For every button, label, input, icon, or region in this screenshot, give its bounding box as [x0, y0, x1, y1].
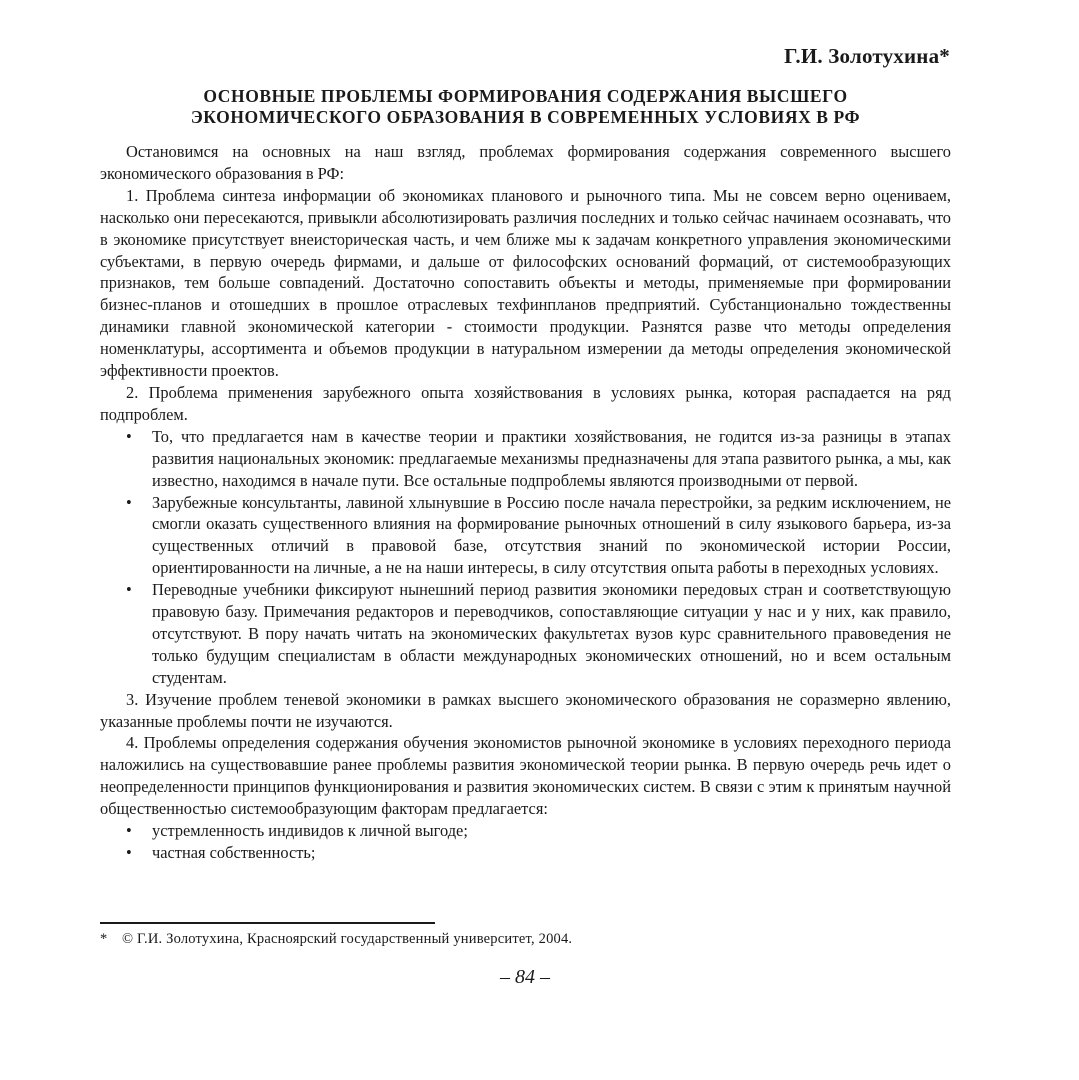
list-item [100, 492, 951, 580]
list-item-text: Переводные учебники фиксируют нынешний период развития экономики передовых стран и соответствующую правовую базу. Примечания редакторов и переводчиков, сопоставляющие ситуации у нас и у них, как правило, отсутствуют. В пору начать читать на экономических факультетах вузов курс сравнительного правоведения не только будущим специалистам в области международных экономических отношений, но и всем остальным студентам. [152, 580, 951, 687]
paragraph-2: 2. Проблема применения зарубежного опыта хозяйствования в условиях рынка, которая распадается на ряд подпроблем. [100, 382, 951, 424]
bullet-icon: • [126, 426, 132, 446]
list-item-text: То, что предлагается нам в качестве теории и практики хозяйствования, не годится из-за разницы в этапах развития национальных экономик: предлагаемые механизмы предназначены для этапа развитого рынка, а мы, как известно, находимся в начале пути. Все остальные подпроблемы являются производными от первой. [152, 426, 951, 490]
list-item [100, 426, 951, 492]
footnote-mark: * [100, 931, 108, 947]
page-number: – 84 – [500, 966, 550, 988]
subproblem-list [100, 426, 951, 689]
list-item [100, 842, 951, 864]
paragraph-1: 1. Проблема синтеза информации об экономиках планового и рыночного типа. Мы не совсем верно оцениваем, насколько они пересекаются, привыкли абсолютизировать различия последних и только сейчас начинаем осознавать, что в экономике присутствует внеисторическая часть, и чем ближе мы к задачам конкретного управления экономическими субъектами, в первую очередь фирмами, и дальше от философских оснований формаций, от системообразующих признаков, тем больше совпадений. Достаточно сопоставить объекты и методы, применяемые при формировании бизнес-планов и отошедших в прошлое отраслевых техфинпланов предприятий. Субстанционально тождественны динамики главной экономической категории - стоимости продукции. Разнятся разве что методы определения номенклатуры, ассортимента и объемов продукции в натуральном измерении да методы определения экономической эффективности проектов. [100, 185, 951, 381]
factor-list [100, 820, 951, 864]
paragraph-4: 4. Проблемы определения содержания обучения экономистов рыночной экономике в условиях переходного периода наложились на существовавшие ранее проблемы развития экономической теории рынка. В первую очередь речь идет о неопределенности принципов функционирования и развития экономических систем. В связи с этим к принятым научной общественностью системообразующим факторам предлагается: [100, 733, 951, 819]
bullet-icon: • [126, 843, 132, 862]
bullet-icon: • [126, 821, 132, 841]
footnote-text: © Г.И. Золотухина, Красноярский государственный университет, 2004. [122, 931, 573, 947]
bullet-icon: • [126, 492, 132, 512]
title-line-1: ОСНОВНЫЕ ПРОБЛЕМЫ ФОРМИРОВАНИЯ СОДЕРЖАНИЯ ВЫСШЕГО [203, 86, 848, 106]
list-item-text: Зарубежные консультанты, лавиной хлынувшие в Россию после начала перестройки, за редким исключением, не смогли оказать существенного влияния на формирование рыночных отношений в силу языкового барьера, из-за существенных отличий в правовой базе, отсутствия знаний по экономической истории России, ориентированности на личные, а не на наши интересы, в силу отсутствия опыта работы в переходных условиях. [152, 492, 951, 578]
author-name: Г.И. Золотухина* [784, 44, 950, 68]
list-item [100, 820, 951, 842]
title-line-2: ЭКОНОМИЧЕСКОГО ОБРАЗОВАНИЯ В СОВРЕМЕННЫХ УСЛОВИЯХ В РФ [190, 107, 861, 127]
list-item [100, 579, 951, 689]
footnote-divider [100, 922, 435, 924]
bullet-icon: • [126, 580, 132, 600]
paragraph-intro: Остановимся на основных на наш взгляд, проблемах формирования содержания современного высшего экономического образования в РФ: [100, 142, 951, 183]
article-title [100, 86, 951, 128]
list-item-text: устремленность индивидов к личной выгоде; [152, 821, 468, 841]
footnote [100, 929, 951, 949]
article-body [100, 141, 951, 864]
paragraph-3: 3. Изучение проблем теневой экономики в рамках высшего экономического образования не соразмерно явлению, указанные проблемы почти не изучаются. [100, 689, 951, 731]
list-item-text: частная собственность; [152, 843, 316, 862]
